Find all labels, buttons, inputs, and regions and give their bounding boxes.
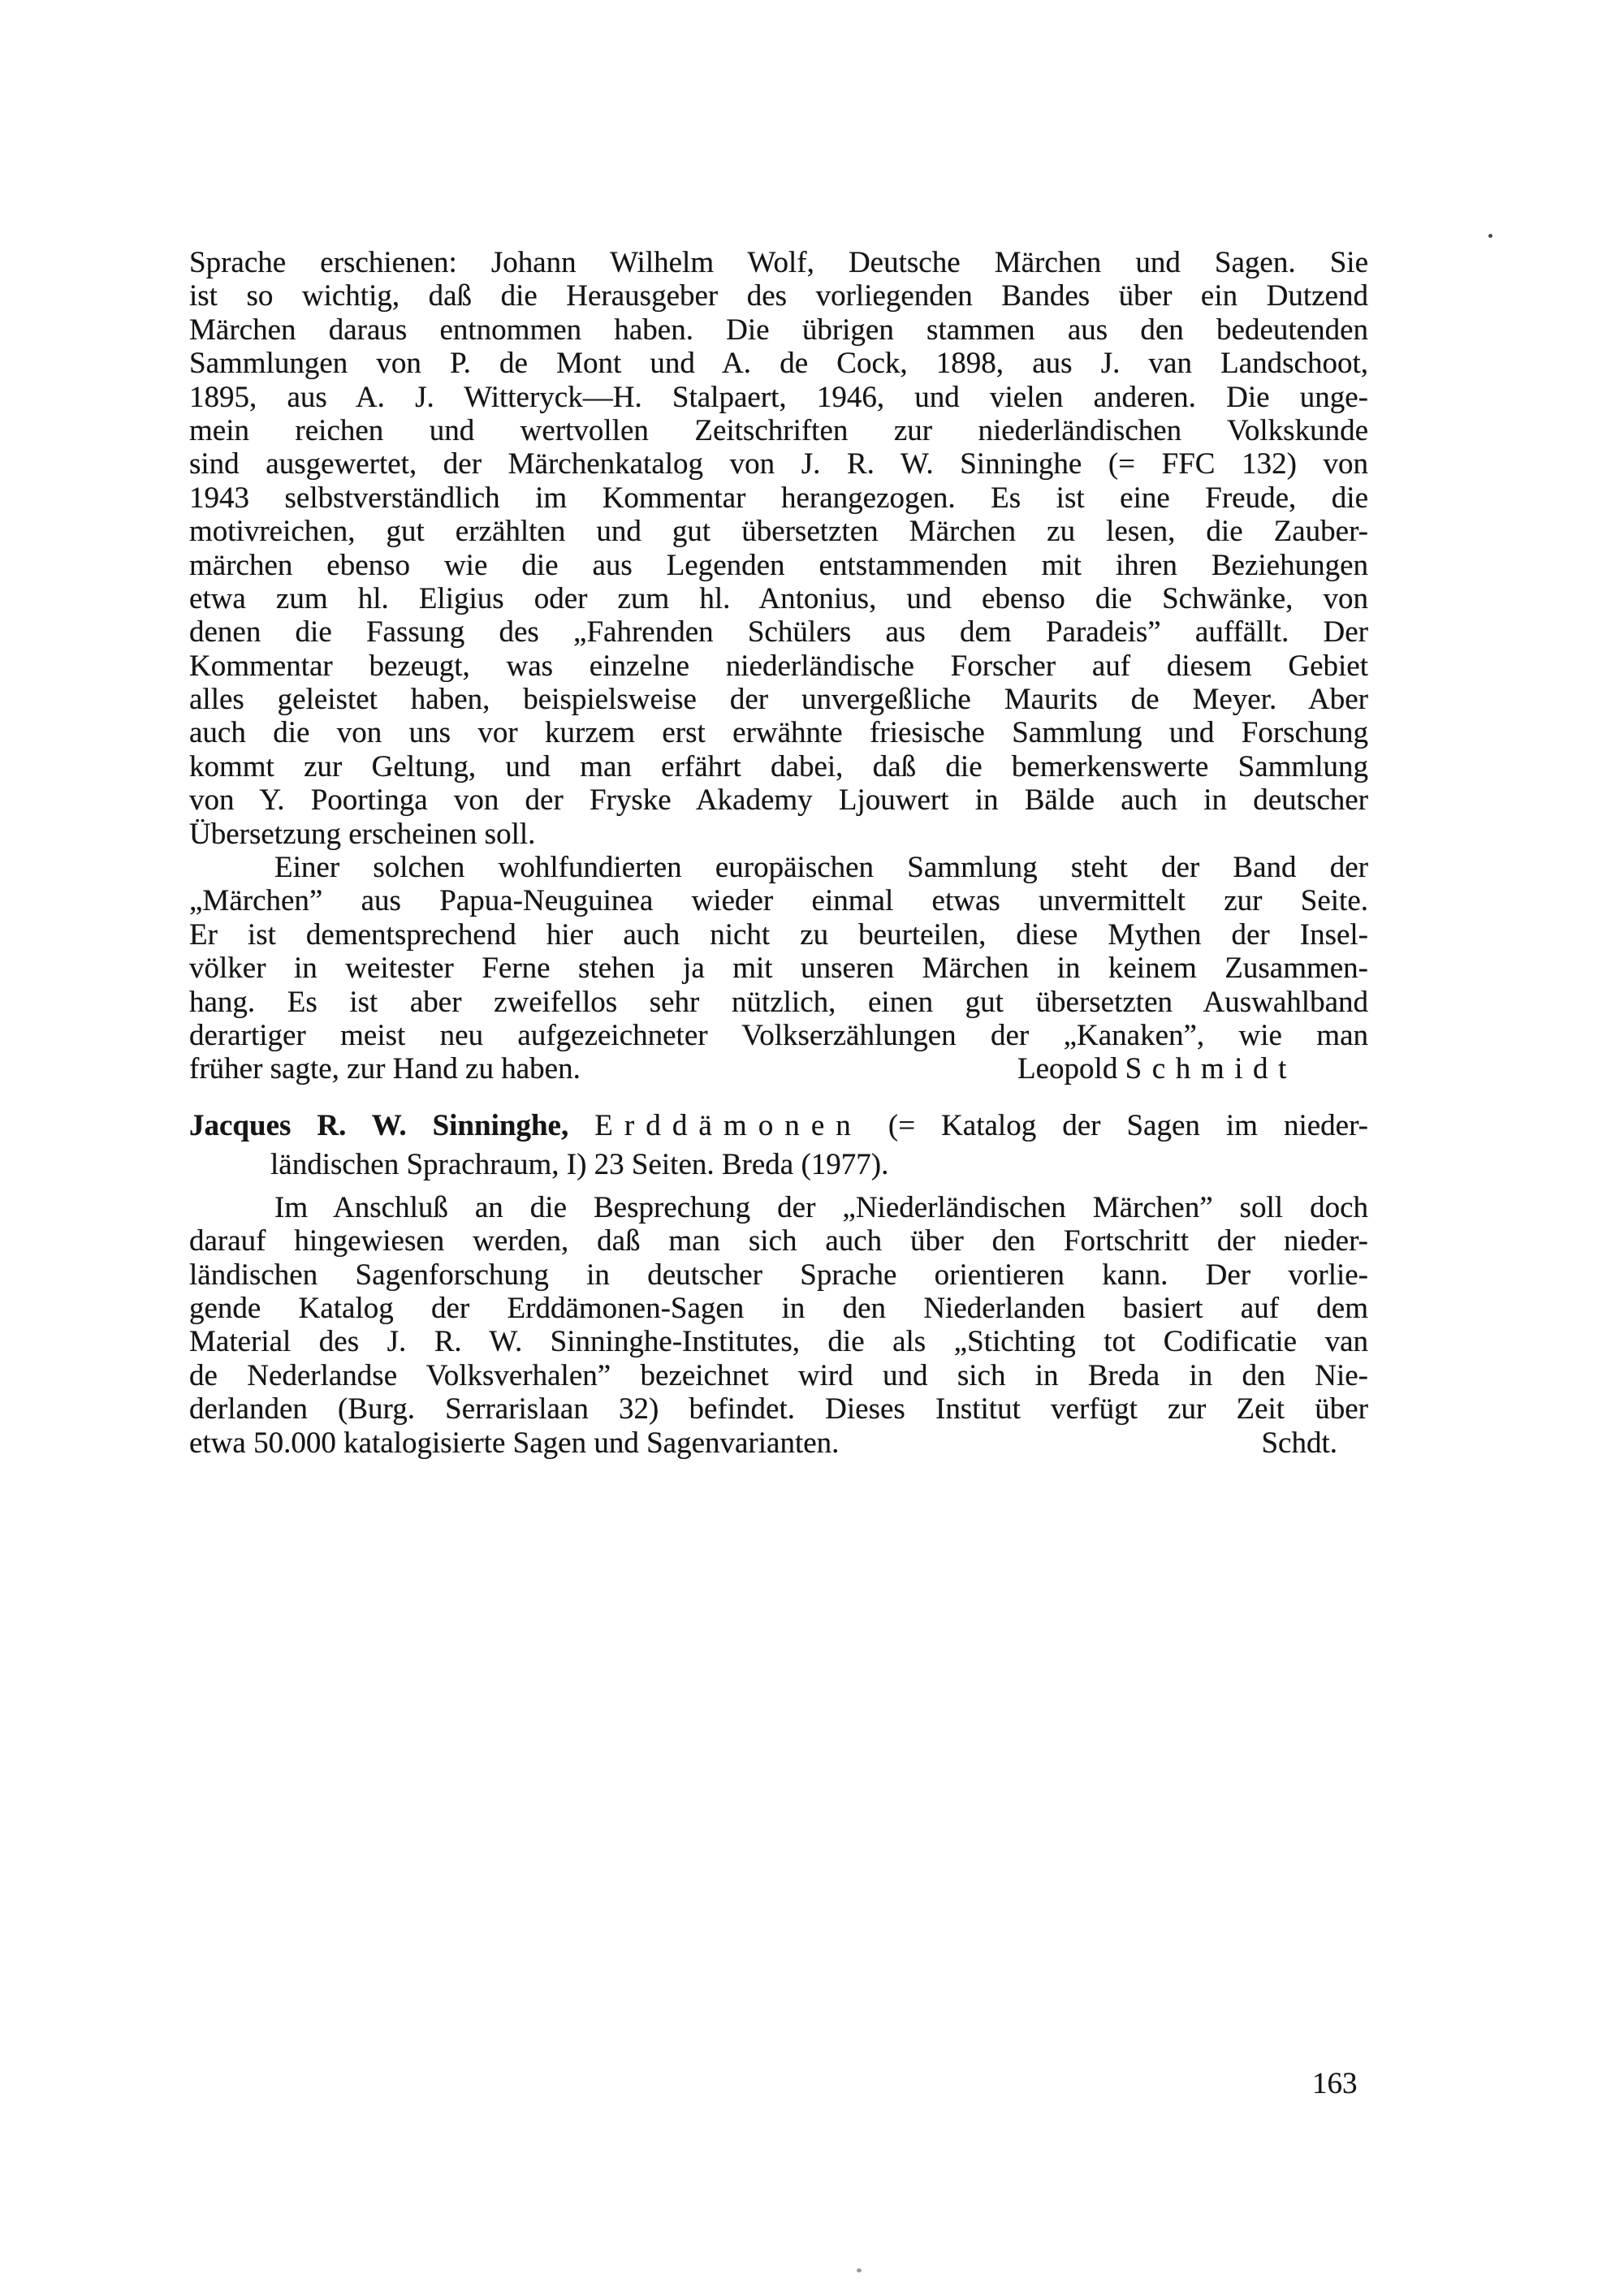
heading-line-1 (189, 1107, 1368, 1146)
text-line: etwa zum hl. Eligius oder zum hl. Antonius, und ebenso die Schwänke, von (189, 581, 1368, 615)
heading-title: Erddämonen (594, 1108, 862, 1142)
text-line: Er ist dementsprechend hier auch nicht zu beurteilen, diese Mythen der Insel- (189, 917, 1368, 952)
ink-speck (1488, 234, 1492, 238)
text-line: de Nederlandse Volksverhalen” bezeichnet wird und sich in Breda in den Nie- (189, 1358, 1368, 1392)
text-line: Übersetzung erscheinen soll. (189, 817, 536, 851)
reviewer-signature-abbrev: Schdt. (1261, 1426, 1337, 1460)
text-line: Kommentar bezeugt, was einzelne niederländische Forscher auf diesem Gebiet (189, 649, 1368, 683)
text-line: alles geleistet haben, beispielsweise der unvergeßliche Maurits de Meyer. Aber (189, 683, 1368, 717)
paragraph-last-line: früher sagte, zur Hand zu haben. (189, 1052, 581, 1086)
text-line: märchen ebenso wie die aus Legenden entstammenden mit ihren Beziehungen (189, 548, 1368, 582)
text-line: Sprache erschienen: Johann Wilhelm Wolf, Deutsche Märchen und Sagen. Sie (189, 246, 1368, 279)
text-line: von Y. Poortinga von der Fryske Akademy Ljouwert in Bälde auch in deutscher (189, 783, 1368, 818)
heading-subtitle: (= Katalog der Sagen im nieder- (888, 1108, 1368, 1142)
text-line: hang. Es ist aber zweifellos sehr nützlich, einen gut übersetzten Auswahlband (189, 985, 1368, 1019)
text-line: derlanden (Burg. Serrarislaan 32) befindet. Dieses Institut verfügt zur Zeit über (189, 1392, 1368, 1426)
review-sinninghe-heading (189, 1107, 1368, 1185)
text-line: 1895, aus A. J. Witteryck—H. Stalpaert, 1946, und vielen anderen. Die unge- (189, 380, 1368, 414)
text-line: Einer solchen wohlfundierten europäischen Sammlung steht der Band der (274, 851, 1368, 885)
paragraph-last-line: etwa 50.000 katalogisierte Sagen und Sagenvarianten. (189, 1426, 840, 1460)
text-line: gende Katalog der Erddämonen-Sagen in den Niederlanden basiert auf dem (189, 1291, 1368, 1325)
text-line: Im Anschluß an die Besprechung der „Niederländischen Märchen” soll doch (274, 1190, 1368, 1224)
text-line: darauf hingewiesen werden, daß man sich auch über den Fortschritt der nieder- (189, 1224, 1368, 1258)
heading-line-2: ländischen Sprachraum, I) 23 Seiten. Breda (1977). (270, 1147, 889, 1181)
signature-line-wolf (189, 1052, 1368, 1085)
reviewer-last-name: Schmidt (1125, 1052, 1297, 1086)
signature-line-sinninghe (189, 1426, 1368, 1460)
ink-speck (857, 2268, 862, 2272)
review-wolf-paragraph-2 (189, 851, 1368, 1052)
text-line: auch die von uns vor kurzem erst erwähnte friesische Sammlung und Forschung (189, 716, 1368, 750)
text-line: denen die Fassung des „Fahrenden Schülers aus dem Paradeis” auffällt. Der (189, 615, 1368, 650)
text-line: völker in weitester Ferne stehen ja mit unseren Märchen in keinem Zusammen- (189, 952, 1368, 986)
review-sinninghe-paragraph (189, 1191, 1368, 1426)
text-line: mein reichen und wertvollen Zeitschriften zur niederländischen Volkskunde (189, 413, 1368, 447)
reviewer-signature (1017, 1052, 1368, 1085)
text-line: derartiger meist neu aufgezeichneter Volkserzählungen der „Kanaken”, wie man (189, 1018, 1368, 1052)
text-line: ländischen Sagenforschung in deutscher Sprache orientieren kann. Der vorlie- (189, 1258, 1368, 1292)
text-line: motivreichen, gut erzählten und gut übersetzten Märchen zu lesen, die Zauber- (189, 515, 1368, 549)
text-line: ist so wichtig, daß die Herausgeber des vorliegenden Bandes über ein Dutzend (189, 279, 1368, 313)
text-line: 1943 selbstverständlich im Kommentar herangezogen. Es ist eine Freude, die (189, 481, 1368, 515)
review-wolf-paragraph-1 (189, 246, 1368, 851)
text-line: Märchen daraus entnommen haben. Die übrigen stammen aus den bedeutenden (189, 313, 1368, 347)
page-number: 163 (1312, 2067, 1358, 2100)
text-line: sind ausgewertet, der Märchenkatalog von J. R. W. Sinninghe (= FFC 132) von (189, 447, 1368, 481)
body-text (189, 246, 1368, 1460)
reviewer-first-name: Leopold (1017, 1052, 1118, 1086)
text-line: Material des J. R. W. Sinninghe-Institutes, die als „Stichting tot Codificatie van (189, 1325, 1368, 1359)
text-line: „Märchen” aus Papua-Neuguinea wieder einmal etwas unvermittelt zur Seite. (189, 884, 1368, 918)
text-line: kommt zur Geltung, und man erfährt dabei, daß die bemerkenswerte Sammlung (189, 749, 1368, 783)
text-line: Sammlungen von P. de Mont und A. de Cock, 1898, aus J. van Landschoot, (189, 347, 1368, 381)
heading-author: Jacques R. W. Sinninghe, (189, 1108, 569, 1142)
